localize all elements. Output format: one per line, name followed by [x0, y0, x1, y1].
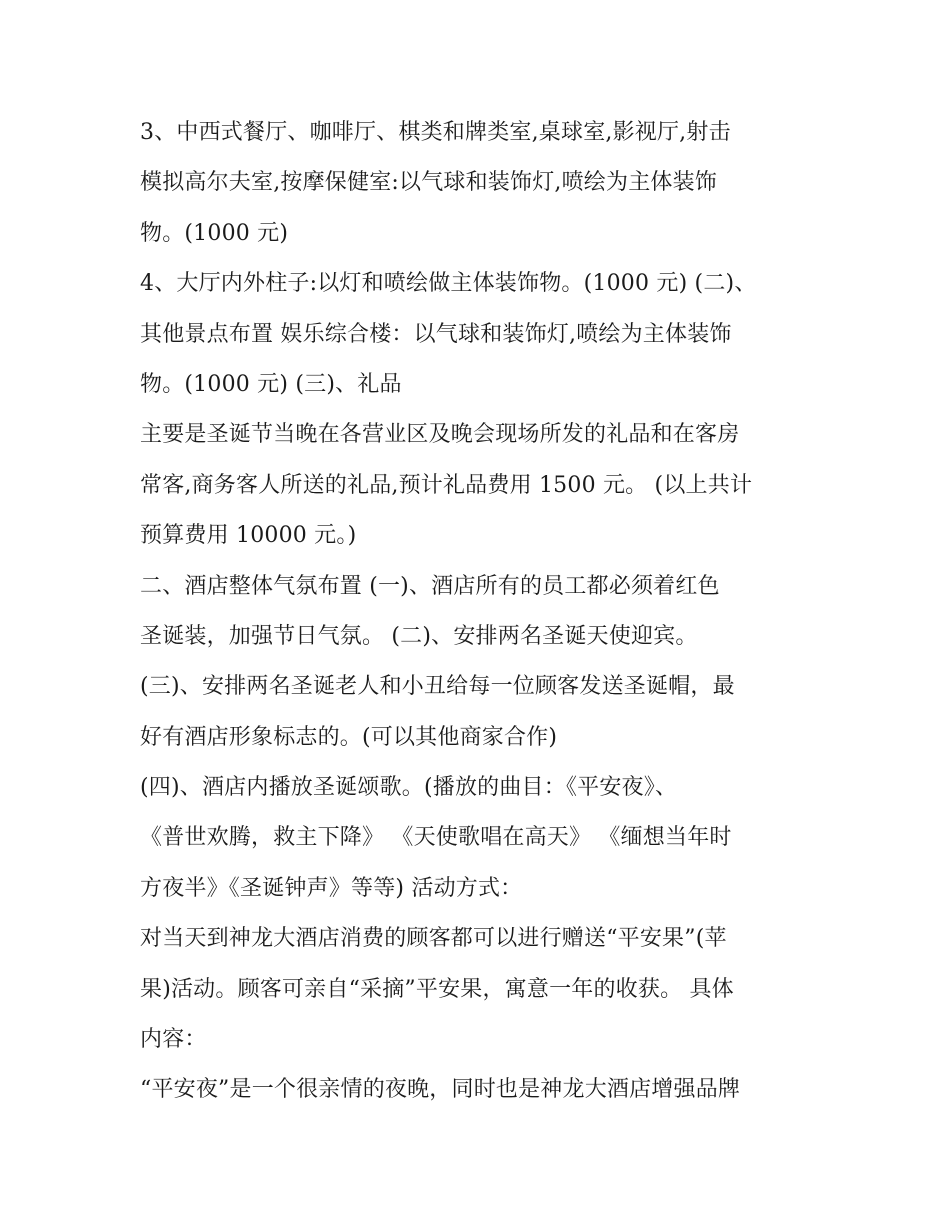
text-line: 圣诞装，加强节日气氛。 (二)、安排两名圣诞天使迎宾。 [140, 623, 698, 649]
text-line: 二、酒店整体气氛布置 (一)、酒店所有的员工都必须着红色 [140, 573, 720, 599]
text-line: 内容： [140, 1027, 207, 1053]
text-line: 4、大厅内外柱子:以灯和喷绘做主体装饰物。(1000 元) (二)、 [140, 271, 757, 297]
text-line: 预算费用 10000 元。) [140, 523, 357, 549]
text-line: 对当天到神龙大酒店消费的顾客都可以进行赠送“平安果”(苹 [140, 926, 727, 952]
text-line: 果)活动。顾客可亲自“采摘”平安果，寓意一年的收获。 具体 [140, 976, 734, 1002]
text-line: 主要是圣诞节当晚在各营业区及晚会现场所发的礼品和在客房 [140, 422, 740, 448]
text-line: 物。(1000 元) (三)、礼品 [140, 371, 402, 397]
text-line: 3、中西式餐厅、咖啡厅、棋类和牌类室,桌球室,影视厅,射击 [140, 120, 731, 145]
text-line: (四)、酒店内播放圣诞颂歌。(播放的曲目：《平安夜》、 [140, 775, 678, 801]
document-body [140, 108, 820, 1116]
text-line: 《普世欢腾，救主下降》 《天使歌唱在高天》 《缅想当年时 [140, 825, 732, 851]
text-line: (三)、安排两名圣诞老人和小丑给每一位顾客发送圣诞帽，最 [140, 674, 735, 700]
text-line: “平安夜”是一个很亲情的夜晚，同时也是神龙大酒店增强品牌 [140, 1077, 741, 1103]
text-line: 好有酒店形象标志的。(可以其他商家合作) [140, 724, 558, 750]
text-line: 其他景点布置 娱乐综合楼：以气球和装饰灯,喷绘为主体装饰 [140, 321, 732, 347]
text-line: 常客,商务客人所送的礼品,预计礼品费用 1500 元。 (以上共计 [140, 472, 753, 498]
text-line: 方夜半》《圣诞钟声》等等) 活动方式： [140, 875, 523, 901]
text-line: 物。(1000 元) [140, 220, 289, 246]
text-line: 模拟高尔夫室,按摩保健室:以气球和装饰灯,喷绘为主体装饰 [140, 170, 718, 196]
